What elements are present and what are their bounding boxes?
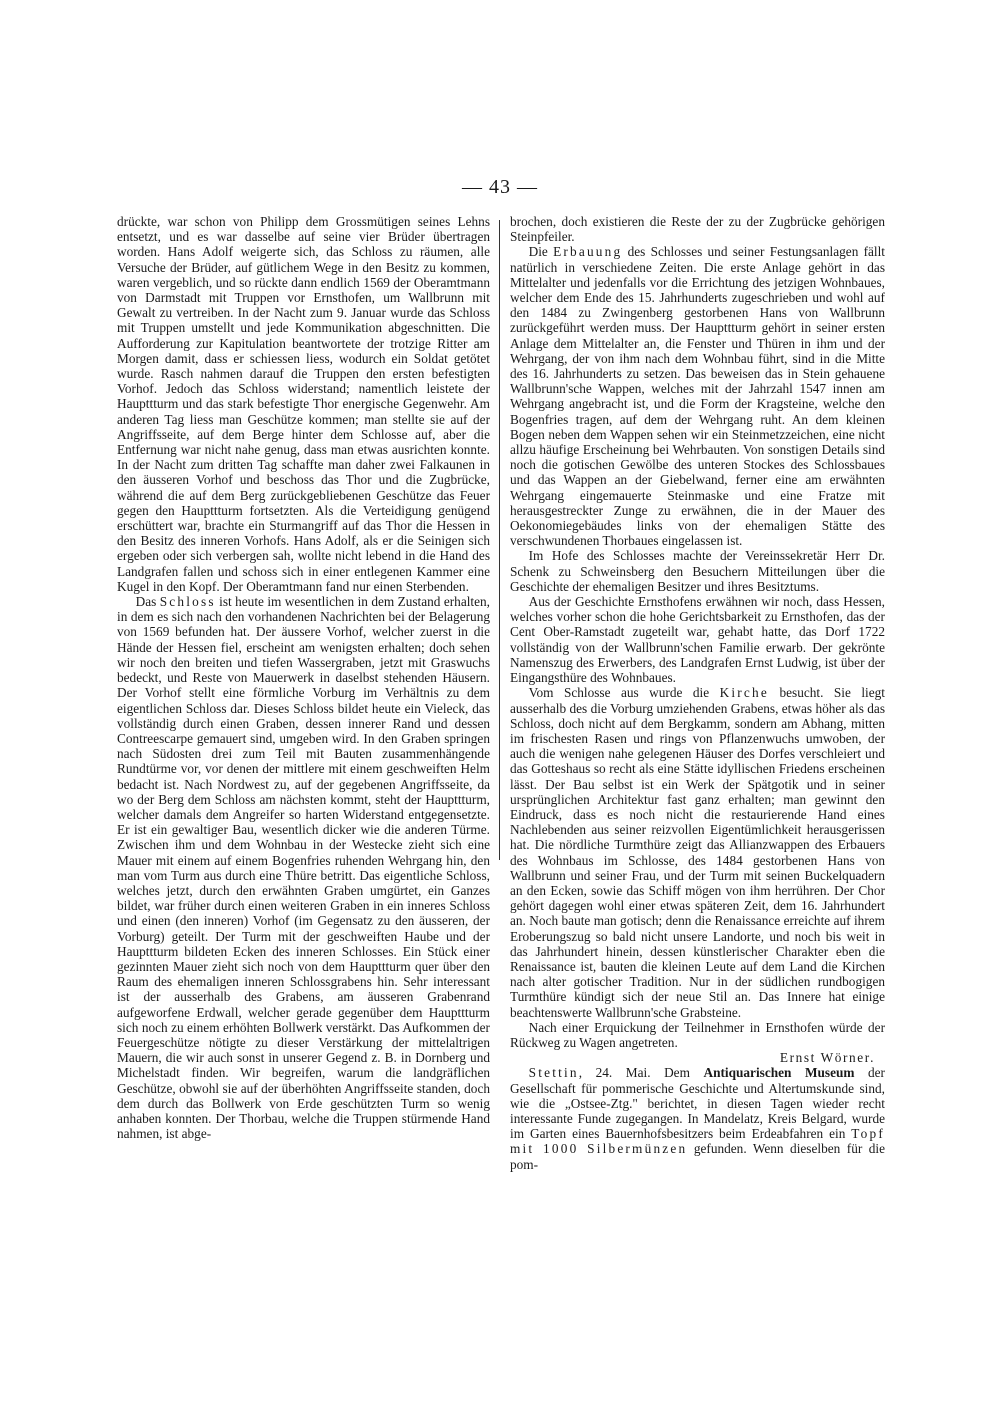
text: besucht. Sie liegt ausserhalb des die Vorburg umziehenden Grabens, etwas höher als das Schloss, doch nicht auf dem Bergkamm, sondern am Abhang, mitten im frischesten Rasen und rings von Pflanzenwuchs umwoben, der auch die wenigen nahe gelegenen Häuser des Dorfes verschleiert und das Gotteshaus so recht als eine Stätte idyllischen Friedens erscheinen lässt. Der Bau selbst ist ein Werk der Spätgotik und in seiner ursprünglichen Architektur fast ganz erhalten; man gewinnt den Eindruck, dass es noch nicht die restaurierende Hand eines Nachlebenden aus seiner reizvollen Eigentümlichkeit herausgerissen hat. Die nördliche Turmthüre zeigt das Allianzwappen des Erbauers des Wohnbaus im Schlosse, des 1484 gestorbenen Hans von Wallbrunn und seiner Frau, und der Turm mit seinen Buckelquadern an den Ecken, sowie das Schiff mögen von ihm herrühren. Der Chor gehört dagegen wohl einer etwas späteren Zeit, dem 16. Jahrhundert an. Noch baute man gotisch; denn die Renaissance erreichte auf ihrem Eroberungszug so bald nicht unsere Landorte, und noch bis weit in das Jahrhundert hinein, dessen künstlerischer Charakter eben die Renaissance ist, bauten die kleinen Leute auf dem Land die Kirchen nach alter gotischer Tradition. Nur in der südlichen rundbogigen Turmthüre kündigt sich der neue Stil an. Das Innere hat einige beachtenswerte Wallbrunn'sche Grabsteine. bbox=[510, 685, 885, 1020]
paragraph bbox=[510, 685, 885, 1019]
text: Die bbox=[528, 244, 554, 260]
text: Das bbox=[135, 594, 160, 610]
text: Vom Schlosse aus wurde die bbox=[528, 685, 720, 701]
text: ist heute im wesentlichen in dem Zustand erhalten, in dem es sich nach den vorhandenen Nachrichten bei der Belagerung von 1569 befunden hat. Der äussere Vorhof, welcher zuerst in die Hände der Hessen fiel, erscheint am wenigsten erhalten; doch sehen wir noch den breiten und tiefen Wassergraben, jetzt mit Graswuchs bedeckt, und Reste von Mauerwerk in daselbst stehenden Häusern. Der Vorhof stellt eine förmliche Vorburg im Verhältnis zu dem eigentlichen Schloss dar. Dieses Schloss bildet heute ein Vieleck, das vollständig durch einen Graben, dessen innerer Rand und dessen Contreescarpe gemauert sind, umgeben wird. In den Graben springen nach Südosten drei zum Teil mit Bauten zusammenhängende Rundtürme vor, vor denen der mittlere mit einem geschweiften Helm bedacht ist. Nach Nordwest zu, auf der gegebenen Angriffsseite, da wo der Berg dem Schloss am nächsten kommt, steht der Haupttturm, welcher damals dem Angreifer so harten Widerstand entgegensetzte. Er ist ein gewaltiger Bau, wesentlich dicker wie die anderen Türme. Zwischen ihm und dem Wohnbau in der Westecke zieht sich eine Mauer mit einem auf einem Bogenfries ruhenden Wehrgang hin, den man vom Turm aus durch eine Thüre betritt. Das eigentliche Schloss, welches jetzt, durch den erwähnten Graben umgürtet, ein Ganzes bildet, war früher durch einen weiteren Graben in ein inneres Schloss und einen (den inneren) Vorhof (im Gegensatz zu den äusseren, der Vorburg) geteilt. Der Turm mit der geschweiften Haube und der Haupttturm bildeten Ecken des inneren Schlosses. Ein Stück einer gezinnten Mauer zieht sich noch von dem Haupttturm quer über den Raum des ehemaligen inneren Schlossgrabens hin. Sehr interessant ist der ausserhalb des Grabens, am äusseren Grabenrand aufgeworfene Erdwall, welcher gerade gegenüber dem Haupttturm sich noch zu einem erhöhten Bollwerk verstärkt. Das Aufkommen der Feuergeschütze nötigte zu dieser Verstärkung der mittelaltrigen Mauern, die wir auch sonst in unserer Gegend z. B. in Dornberg und Michelstadt finden. Wir begreifen, warum die landgräflichen Geschütze, obwohl sie auf der überhöhten Angriffsseite standen, doch dem durch das Bollwerk von Erde geschützten Turm so wenig anhaben konnten. Der Thorbau, welche die Truppen stürmende Hand nahmen, ist abge- bbox=[117, 594, 490, 1142]
text: , 24. Mai. Dem bbox=[578, 1065, 704, 1081]
author-name: Ernst Wörner. bbox=[779, 1050, 875, 1066]
place-name: Stettin bbox=[528, 1065, 579, 1081]
paragraph bbox=[117, 594, 490, 1141]
paragraph: brochen, doch existieren die Reste der zu der Zugbrücke gehörigen Steinpfeiler. bbox=[510, 214, 885, 245]
text: der Gesellschaft für pommerische Geschichte und Altertumskunde sind, wie die „Ostsee-Ztg." berichtet, in diesen Tagen wieder recht interessante Funde zugegangen. In Mandelatz, Kreis Belgard, wurde im Garten eines Bauernhofsbesitzers beim Erdeabfahren ein bbox=[510, 1065, 885, 1142]
paragraph: Im Hofe des Schlosses machte der Vereinssekretär Herr Dr. Schenk zu Schweinsberg den Besuchern Mitteilungen über die Geschichte der ehemaligen Besitzer und ihres Besitztums. bbox=[510, 548, 885, 594]
paragraph: Nach einer Erquickung der Teilnehmer in Ernsthofen würde der Rückweg zu Wagen angetreten. bbox=[510, 1019, 885, 1050]
author-signature bbox=[510, 1050, 885, 1065]
emphasis: Schloss bbox=[159, 594, 216, 610]
left-column bbox=[117, 214, 490, 1141]
text: gefunden. Wenn dieselben für die pom- bbox=[510, 1141, 885, 1172]
emphasis: Erbauung bbox=[553, 244, 623, 260]
page-number: — 43 — bbox=[462, 176, 538, 198]
emphasis: Topf mit 1000 Silbermünzen bbox=[510, 1126, 885, 1157]
paragraph: Aus der Geschichte Ernsthofens erwähnen wir noch, dass Hessen, welches vorher schon die hohe Gerichtsbarkeit zu Ernsthofen, das der Cent Ober-Ramstadt zugeteilt war, gehabt hatte, das Dorf 1722 vollständig von der Wallbrunn'schen Familie erwarb. Der gekrönte Namenszug des Erwerbers, des Landgrafen Ernst Ludwig, ist über der Eingangsthüre des Wohnbaues. bbox=[510, 594, 885, 686]
column-divider bbox=[499, 220, 500, 860]
paragraph: drückte, war schon von Philipp dem Grossmütigen seines Lehns entsetzt, und es war dasselbe auf seine vier Brüder übertragen worden. Hans Adolf weigerte sich, das Schloss zu räumen, alle Versuche der Brüder, auf gütlichem Wege in den Besitz zu kommen, waren vergeblich, und so rückte dann endlich 1569 der Oberamtmann von Darmstadt mit Truppen vor Ernsthofen, um Wallbrunn mit Gewalt zu vertreiben. In der Nacht zum 9. Januar wurde das Schloss mit Truppen umstellt und jede Kommunikation abgeschnitten. Die Aufforderung zur Kapitulation beantwortete der trotzige Ritter am Morgen damit, dass er schiessen liess, wodurch ein Soldat getötet wurde. Rasch nahmen darauf die Truppen den ersten befestigten Vorhof. Jedoch das Schloss widerstand; namentlich leistete der Haupttturm und das stark befestigte Thor energische Gegenwehr. Am anderen Tag liess man Geschütze kommen; man stellte sie auf der Angriffsseite, auf dem Berge hinter dem Schlosse auf, aber die Entfernung war nicht nahe genug, dass man etwas ausrichten konnte. In der Nacht zum dritten Tag schaffte man daher zwei Falkaunen in den äusseren Vorhof und beschoss das Thor und die Zugbrücke, während die auf dem Berg zurückgebliebenen Geschütze das Feuer gegen den Haupttturm fortsetzten. Als die Verteidigung genügend erschüttert war, brachte ein Sturmangriff auf das Thor die Hessen in den Besitz des inneren Vorhofs. Hans Adolf, als er die Seinigen sich ergeben oder sich verbergen sah, wollte nicht lebend in die Hand des Landgrafen fallen und schoss sich in einer entlegenen Kammer eine Kugel in den Kopf. Der Oberamtmann fand nur einen Sterbenden. bbox=[117, 214, 490, 594]
emphasis: Kirche bbox=[719, 685, 769, 701]
right-column bbox=[510, 214, 885, 1172]
text: des Schlosses und seiner Festungsanlagen fällt natürlich in verschiedene Zeiten. Die erste Anlage gehört in das Mittelalter und jedenfalls vor die Errichtung des jetzigen Wohnbaues, welcher dem Ende des 15. Jahrhunderts zugeschrieben und wohl auf den 1484 zu Zwingenberg gestorbenen Hans von Wallbrunn zurückgeführt werden muss. Der Haupttturm gehört in seiner ersten Anlage dem Mittelalter an, die Fenster und Thüren in ihm und der Wehrgang, der von ihm nach dem Wohnbau führt, sind in die Mitte des 16. Jahrhunderts zu setzen. Das beweisen das in Stein gehauene Wallbrunn'sche Wappen, welches mit der Jahrzahl 1547 innen am Wehrgang angebracht ist, und die Form der Kragsteine, welche den Bogenfries tragen, auf dem der Wehrgang ruht. An dem kleinen Bogen neben dem Wappen sehen wir ein Steinmetzzeichen, eine nicht allzu häufige Erscheinung bei Wehrbauten. Von sonstigen Details sind noch die gotischen Gewölbe des unteren Stockes des Schlossbaues und das Wappen an der Giebelwand, ferner eine am erwähnten Wehrgang eingemauerte Steinmaske und eine Fratze mit herausgestreckter Zunge zu erwähnen, die in der Mauer des Oekonomiegebäudes links von der ehemaligen Stätte des verschwundenen Thorbaues eingelassen ist. bbox=[510, 244, 885, 549]
paragraph bbox=[510, 1065, 885, 1171]
bold-text: Antiquarischen Museum bbox=[703, 1065, 855, 1081]
paragraph bbox=[510, 244, 885, 548]
